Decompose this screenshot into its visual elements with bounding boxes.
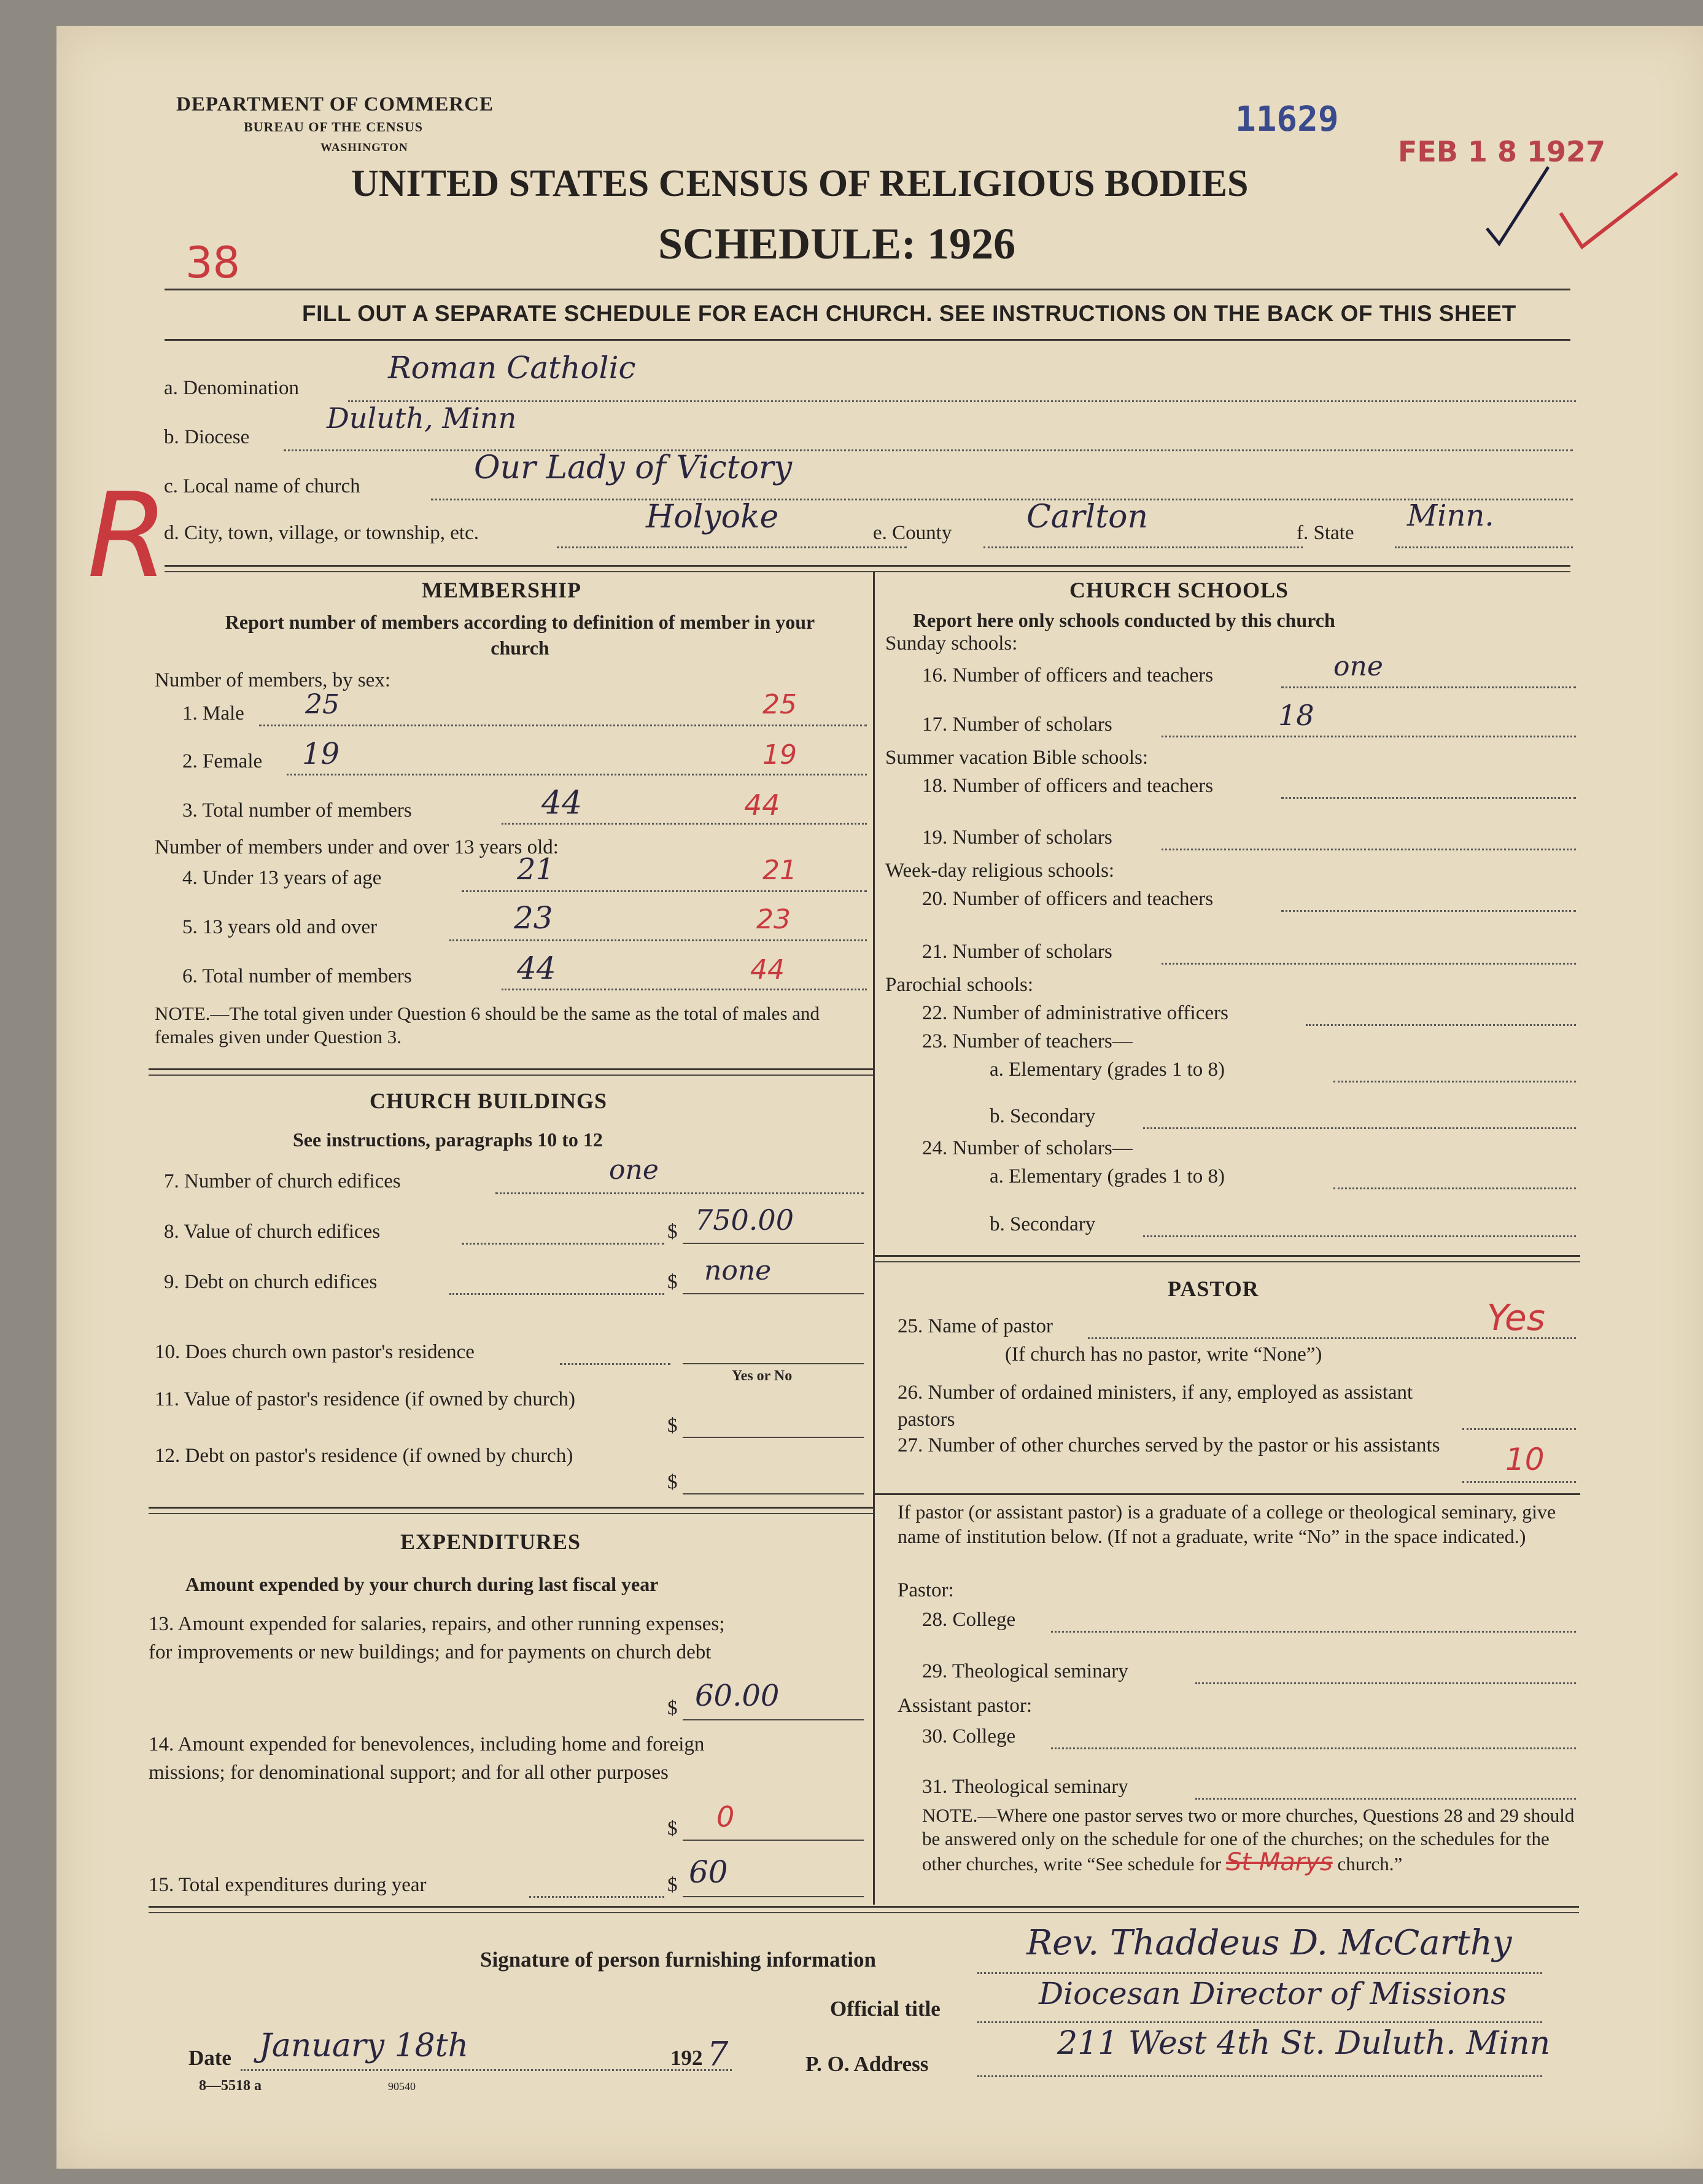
q11-dollar: $ xyxy=(667,1415,678,1437)
q9-dollar: $ xyxy=(667,1271,678,1293)
q1-label: 1. Male xyxy=(182,702,244,725)
department-label: DEPARTMENT OF COMMERCE xyxy=(176,93,494,115)
q17-value: 18 xyxy=(1278,699,1314,732)
official-title-value: Diocesan Director of Missions xyxy=(1039,1976,1507,2011)
q2-value: 19 xyxy=(302,737,340,771)
q6-value: 44 xyxy=(517,950,556,986)
date-value: January 18th xyxy=(259,2027,469,2064)
q3-value: 44 xyxy=(541,785,583,822)
q31-label: 31. Theological seminary xyxy=(922,1776,1128,1798)
pastor-note-value: St Marys xyxy=(1225,1848,1333,1876)
pastor-note-end: church.” xyxy=(1337,1853,1403,1875)
members-by-sex-label: Number of members, by sex: xyxy=(155,669,390,691)
q11-label: 11. Value of pastor's residence (if owned by church) xyxy=(155,1388,575,1410)
q8-label: 8. Value of church edifices xyxy=(164,1221,381,1243)
po-address-value: 211 West 4th St. Duluth. Minn xyxy=(1057,2025,1551,2062)
assistant-sub-label: Assistant pastor: xyxy=(898,1695,1033,1717)
census-schedule-sheet xyxy=(56,26,1703,2169)
year-prefix: 192 xyxy=(670,2046,703,2070)
q8-dollar: $ xyxy=(667,1221,678,1243)
q27-label: 27. Number of other churches served by the pastor or his assistants xyxy=(898,1434,1440,1456)
q23b-label: b. Secondary xyxy=(990,1105,1096,1127)
q5-label: 5. 13 years old and over xyxy=(182,916,378,938)
q5-value: 23 xyxy=(514,900,553,936)
q13-dollar: $ xyxy=(667,1697,678,1719)
q25-value: Yes xyxy=(1487,1297,1545,1339)
q15-dollar: $ xyxy=(667,1874,678,1896)
expenditures-title: EXPENDITURES xyxy=(400,1529,581,1554)
q9-value: none xyxy=(704,1255,772,1286)
q3-review: 44 xyxy=(744,788,780,822)
q26-label: 26. Number of ordained ministers, if any, employed as assistant pastors xyxy=(898,1382,1413,1431)
pastor-note xyxy=(922,1804,1579,1876)
q18-label: 18. Number of officers and teachers xyxy=(922,775,1214,797)
q12-label: 12. Debt on pastor's residence (if owned by church) xyxy=(155,1445,573,1467)
q13-label: 13. Amount expended for salaries, repairs, and other running expenses; for improvements or new buildings; and for payments on church debt xyxy=(149,1613,725,1663)
members-by-age-label: Number of members under and over 13 years old: xyxy=(155,836,559,858)
q20-label: 20. Number of officers and teachers xyxy=(922,888,1214,910)
q7-label: 7. Number of church edifices xyxy=(164,1170,401,1192)
parochial-label: Parochial schools: xyxy=(885,974,1034,996)
q17-label: 17. Number of scholars xyxy=(922,713,1112,736)
diocese-label: b. Diocese xyxy=(164,426,250,448)
q8-value: 750.00 xyxy=(695,1203,794,1237)
q25-note: (If church has no pastor, write “None”) xyxy=(1005,1343,1322,1366)
county-label: e. County xyxy=(873,522,952,544)
q9-label: 9. Debt on church edifices xyxy=(164,1271,378,1293)
po-address-label: P. O. Address xyxy=(805,2052,929,2076)
q10-label: 10. Does church own pastor's residence xyxy=(155,1341,475,1363)
document-title: UNITED STATES CENSUS OF RELIGIOUS BODIES xyxy=(351,163,1249,204)
q15-label: 15. Total expenditures during year xyxy=(149,1874,427,1896)
membership-title: MEMBERSHIP xyxy=(422,578,582,602)
q19-label: 19. Number of scholars xyxy=(922,826,1112,849)
annotation-R: R xyxy=(87,468,169,604)
expenditures-sub: Amount expended by your church during last fiscal year xyxy=(185,1573,659,1595)
denomination-value: Roman Catholic xyxy=(388,350,636,386)
buildings-title: CHURCH BUILDINGS xyxy=(370,1089,608,1113)
denomination-label: a. Denomination xyxy=(164,377,299,399)
summer-label: Summer vacation Bible schools: xyxy=(885,747,1149,769)
membership-sub: Report number of members according to definition of member in your church xyxy=(225,611,815,659)
q14-value: 0 xyxy=(716,1800,735,1833)
bureau-label: BUREAU OF THE CENSUS xyxy=(244,119,424,134)
year-value: 7 xyxy=(707,2035,729,2073)
q5-review: 23 xyxy=(756,904,791,935)
q16-value: one xyxy=(1333,651,1383,682)
q21-label: 21. Number of scholars xyxy=(922,941,1112,963)
q22-label: 22. Number of administrative officers xyxy=(922,1002,1228,1024)
q4-value: 21 xyxy=(517,852,555,887)
q2-label: 2. Female xyxy=(182,750,263,772)
church-name-label: c. Local name of church xyxy=(164,475,360,497)
membership-note: NOTE.—The total given under Question 6 should be the same as the total of males and females given under Question 3. xyxy=(155,1003,820,1047)
county-value: Carlton xyxy=(1026,499,1148,535)
stamp-date: FEB 1 8 1927 xyxy=(1398,135,1605,168)
q1-review: 25 xyxy=(762,689,797,720)
pastor-note-text: NOTE.—Where one pastor serves two or more churches, Questions 28 and 29 should be answered only on the schedule for one of the churches; on the schedules for the other churches, write “See schedule for xyxy=(922,1805,1575,1875)
q30-label: 30. College xyxy=(922,1725,1016,1747)
q7-value: one xyxy=(609,1154,659,1186)
q23a-label: a. Elementary (grades 1 to 8) xyxy=(990,1059,1225,1081)
weekday-label: Week-day religious schools: xyxy=(885,860,1115,882)
instruction-line: FILL OUT A SEPARATE SCHEDULE FOR EACH CHURCH. SEE INSTRUCTIONS ON THE BACK OF THIS SHEET xyxy=(302,301,1516,326)
annotation-38: 38 xyxy=(185,238,241,288)
pastor-sub-label: Pastor: xyxy=(898,1579,954,1601)
q3-label: 3. Total number of members xyxy=(182,799,412,822)
state-label: f. State xyxy=(1297,522,1354,544)
date-label: Date xyxy=(188,2046,231,2070)
buildings-sub: See instructions, paragraphs 10 to 12 xyxy=(293,1129,603,1151)
city-field-label: d. City, town, village, or township, etc. xyxy=(164,522,479,544)
schools-title: CHURCH SCHOOLS xyxy=(1069,578,1289,602)
city-label: WASHINGTON xyxy=(320,141,408,154)
q24-label: 24. Number of scholars— xyxy=(922,1137,1133,1159)
q6-review: 44 xyxy=(750,954,785,985)
q2-review: 19 xyxy=(762,739,797,771)
q28-label: 28. College xyxy=(922,1609,1016,1631)
q12-dollar: $ xyxy=(667,1471,678,1493)
official-title-label: Official title xyxy=(830,1997,941,2021)
church-name-value: Our Lady of Victory xyxy=(474,449,793,486)
q24a-label: a. Elementary (grades 1 to 8) xyxy=(990,1165,1225,1187)
q14-label: 14. Amount expended for benevolences, including home and foreign missions; for denominational support; and for all other purposes xyxy=(149,1733,705,1784)
form-number: 8—5518 a xyxy=(199,2078,262,2094)
q27-value: 10 xyxy=(1505,1442,1545,1477)
check-mark-icon xyxy=(1475,155,1689,253)
pastor-title: PASTOR xyxy=(1168,1277,1259,1301)
q24b-label: b. Secondary xyxy=(990,1213,1096,1235)
state-value: Minn. xyxy=(1407,499,1494,533)
q23-label: 23. Number of teachers— xyxy=(922,1030,1133,1052)
q16-label: 16. Number of officers and teachers xyxy=(922,664,1214,686)
city-field-value: Holyoke xyxy=(646,499,779,535)
form-number-2: 90540 xyxy=(388,2080,416,2093)
yes-no-hint: Yes or No xyxy=(732,1368,793,1384)
diocese-value: Duluth, Minn xyxy=(327,402,517,435)
q25-label: 25. Name of pastor xyxy=(898,1315,1053,1337)
q14-dollar: $ xyxy=(667,1817,678,1840)
q13-value: 60.00 xyxy=(695,1679,780,1713)
signature-value: Rev. Thaddeus D. McCarthy xyxy=(1026,1923,1512,1963)
schedule-title: SCHEDULE: 1926 xyxy=(658,219,1016,268)
schools-sub: Report here only schools conducted by this church xyxy=(913,609,1335,631)
q29-label: 29. Theological seminary xyxy=(922,1660,1128,1682)
q4-label: 4. Under 13 years of age xyxy=(182,867,382,889)
sunday-label: Sunday schools: xyxy=(885,632,1018,655)
stamp-number: 11629 xyxy=(1235,99,1339,139)
q1-value: 25 xyxy=(305,689,339,720)
q4-review: 21 xyxy=(762,855,797,886)
q15-value: 60 xyxy=(689,1854,728,1890)
graduate-instructions: If pastor (or assistant pastor) is a graduate of a college or theological seminary, give name of institution below. (If not a graduate, write “No” in the space indicated.) xyxy=(898,1501,1556,1547)
q6-label: 6. Total number of members xyxy=(182,965,412,987)
signature-label: Signature of person furnishing information xyxy=(480,1948,876,1972)
